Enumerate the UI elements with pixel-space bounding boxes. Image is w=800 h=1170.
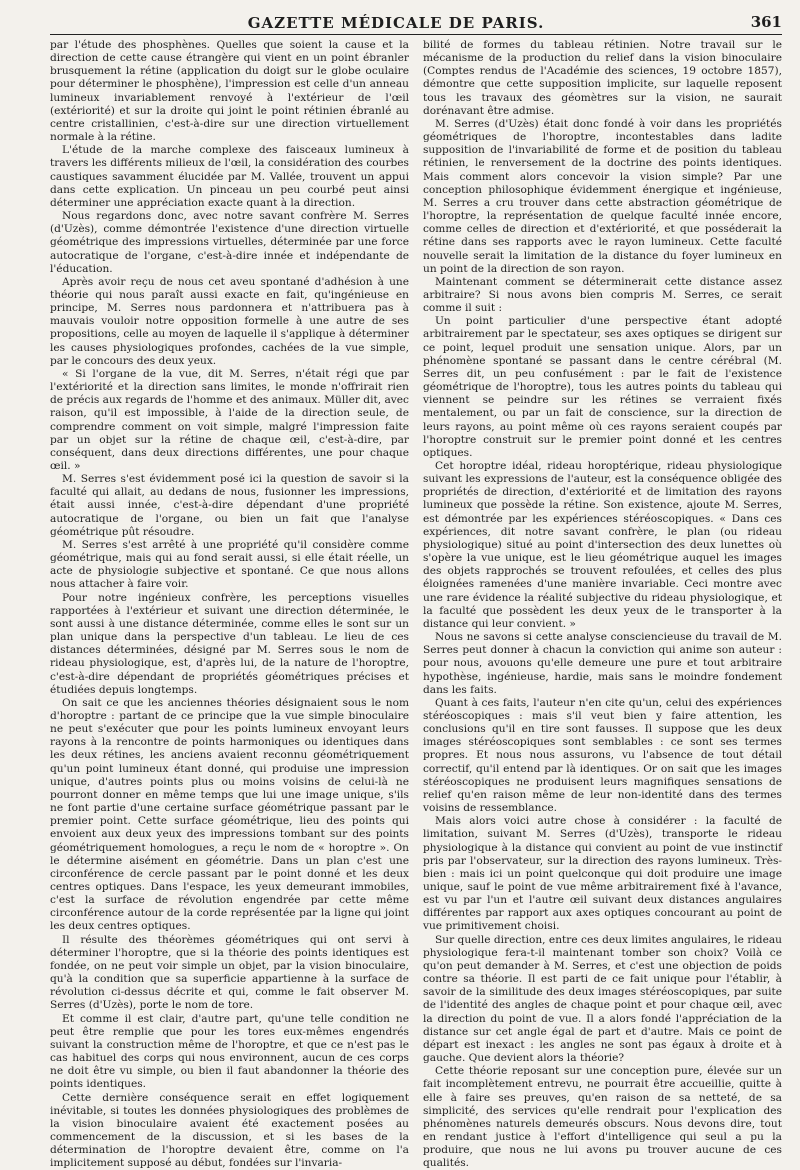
left-paragraph: par l'étude des phosphènes. Quelles que soient la cause et la direction de cette cause étrangère qui vient en un point ébranler brusquement la rétine (application du doigt sur le globe oculaire pour déterminer le phosphène), l'impression est celle d'un anneau lumineux invariablement renvoyé à l'extérieur de l'œil (extériorité) et sur la droite qui joint le point rétinien ébranlé au centre cristallinien, c'est-à-dire sur une direction virtuellement normale à la rétine. xyxy=(50,39,409,144)
page-number: 361 xyxy=(751,13,782,31)
right-paragraph: Quant à ces faits, l'auteur n'en cite qu'un, celui des expériences stéréoscopiques : mais s'il veut bien y faire attention, les conclusions qu'il en tire sont fausses. Il suppose que les deux images stéréoscopiques sont semblables : ce sont ses termes propres. Et nous nous assurons, vu l'absence de tout détail correctif, qu'il entend par là identiques. Or on sait que les images stéréoscopiques ne produisent leurs magnifiques sensations de relief qu'en raison même de leur non-identité dans des termes voisins de ressemblance. xyxy=(423,697,782,815)
left-paragraph: L'étude de la marche complexe des faisceaux lumineux à travers les différents milieux de l'œil, la considération des courbes caustiques savamment élucidée par M. Vallée, trouvent un appui dans cette explication. Un pinceau un peu courbé peut ainsi déterminer une appréciation exacte quant à la direction. xyxy=(50,144,409,210)
right-paragraph: Un point particulier d'une perspective étant adopté arbitrairement par le spectateur, ses axes optiques se dirigent sur ce point, lequel produit une sensation unique. Alors, par un phénomène spontané se passant dans le centre cérébral (M. Serres dit, un peu confusément : par le fait de l'existence géométrique de l'horoptre), tous les autres points du tableau qui viennent se peindre sur les rétines se verraient fixés mentalement, ou par un fait de conscience, sur la direction de leurs rayons, au point même où ces rayons seraient coupés par l'horoptre construit sur le premier point donné et les centres optiques. xyxy=(423,315,782,460)
right-paragraph: Cette théorie reposant sur une conception pure, élevée sur un fait incomplètement entrevu, ne pourrait être accueillie, quitte à elle à faire ses preuves, qu'en raison de sa netteté, de sa simplicité, des services qu'elle rendrait pour l'explication des phénomènes naturels demeurés obscurs. Nous devons dire, tout en rendant justice à l'effort d'intelligence qui seul a pu la produire, que nous ne lui avons pu trouver aucune de ces qualités. xyxy=(423,1065,782,1170)
text-columns xyxy=(50,39,782,1049)
right-paragraph: bilité de formes du tableau rétinien. Notre travail sur le mécanisme de la production du relief dans la vision binoculaire (Comptes rendus de l'Académie des sciences, 19 octobre 1857), démontre que cette supposition implicite, sur laquelle reposent tous les travaux des géomètres sur la vision, ne saurait dorénavant être admise. xyxy=(423,39,782,118)
left-paragraph: M. Serres s'est évidemment posé ici la question de savoir si la faculté qui allait, au dedans de nous, fusionner les impressions, était aussi innée, c'est-à-dire dépendant d'une propriété autocratique de l'organe, ou bien un fait que l'analyse géométrique pût résoudre. xyxy=(50,473,409,539)
right-paragraph: M. Serres (d'Uzès) était donc fondé à voir dans les propriétés géométriques de l'horoptre, incontestables dans ladite supposition de l'invariabilité de forme et de position du tableau rétinien, le renversement de la doctrine des points identiques. Mais comment alors concevoir la vision simple? Par une conception philosophique évidemment énergique et ingénieuse, M. Serres a cru trouver dans cette abstraction géométrique de l'horoptre, la représentation de quelque faculté innée encore, comme celles de direction et d'extériorité, et que posséderait la rétine dans ses rapports avec le rayon lumineux. Cette faculté nouvelle serait la limitation de la distance du foyer lumineux en un point de la direction de son rayon. xyxy=(423,118,782,276)
left-paragraph: Pour notre ingénieux confrère, les perceptions visuelles rapportées à l'extérieur et suivant une direction déterminée, le sont aussi à une distance déterminée, comme elles le sont sur un plan unique dans la perspective d'un tableau. Le lieu de ces distances déterminées, désigné par M. Serres sous le nom de rideau physiologique, est, d'après lui, de la nature de l'horoptre, c'est-à-dire dépendant de propriétés géométriques précises et étudiées depuis longtemps. xyxy=(50,592,409,697)
left-paragraph: M. Serres s'est arrêté à une propriété qu'il considère comme géométrique, mais qui au fond serait aussi, si elle était réelle, un acte de physiologie subjective et spontané. Ce que nous allons nous attacher à faire voir. xyxy=(50,539,409,592)
left-paragraph: Nous regardons donc, avec notre savant confrère M. Serres (d'Uzès), comme démontrée l'existence d'une direction virtuelle géométrique des impressions virtuelles, déterminée par une force autocratique de l'organe, c'est-à-dire innée et indépendante de l'éducation. xyxy=(50,210,409,276)
right-paragraph: Mais alors voici autre chose à considérer : la faculté de limitation, suivant M. Serres (d'Uzès), transporte le rideau physiologique à la distance qui convient au point de vue instinctif pris par l'observateur, sur la direction des rayons lumineux. Très-bien : mais ici un point quelconque qui doit produire une image unique, sauf le point de vue même arbitrairement fixé à l'avance, est vu par l'un et l'autre œil suivant deux distances angulaires différentes par rapport aux axes optiques concourant au point de vue primitivement choisi. xyxy=(423,815,782,933)
right-column xyxy=(423,39,782,1049)
right-paragraph: Cet horoptre idéal, rideau horoptérique, rideau physiologique suivant les expressions de l'auteur, est la conséquence obligée des propriétés de direction, d'extériorité et de limitation des rayons lumineux que possède la rétine. Son existence, ajoute M. Serres, est démontrée par les expériences stéréoscopiques. « Dans ces expériences, dit notre savant confrère, le plan (ou rideau physiologique) situé au point d'intersection des deux lunettes où s'opère la vue unique, est le lieu géométrique auquel les images des objets rapprochés se trouvent refoulées, et celles des plus éloignées ramenées d'une manière invariable. Ceci montre avec une rare évidence la réalité subjective du rideau physiologique, et la faculté que possèdent les deux yeux de le transporter à la distance qui leur convient. » xyxy=(423,460,782,631)
left-column xyxy=(50,39,409,1049)
left-paragraph: Il résulte des théorèmes géométriques qui ont servi à déterminer l'horoptre, que si la théorie des points identiques est fondée, on ne peut voir simple un objet, par la vision binoculaire, qu'à la condition que sa superficie appartienne à la surface de révolution ci-dessus décrite et qui, comme le fait observer M. Serres (d'Uzès), porte le nom de tore. xyxy=(50,934,409,1013)
running-header xyxy=(50,12,782,35)
right-paragraph: Maintenant comment se déterminerait cette distance assez arbitraire? Si nous avons bien compris M. Serres, ce serait comme il suit : xyxy=(423,276,782,315)
left-paragraph: On sait ce que les anciennes théories désignaient sous le nom d'horoptre : partant de ce principe que la vue simple binoculaire ne peut s'exécuter que pour les points lumineux envoyant leurs rayons à la rencontre de points harmoniques ou identiques dans les deux rétines, les anciens avaient reconnu géométriquement qu'un point lumineux étant donné, qui produise une impression unique, d'autres points plus ou moins voisins de celui-là ne pourront donner en même temps que lui une image unique, s'ils ne font partie d'une certaine surface géométrique passant par le premier point. Cette surface géométrique, lieu des points qui envoient aux deux yeux des impressions tombant sur des points géométriquement homologues, a reçu le nom de « horoptre ». On le détermine aisément en géométrie. Dans un plan c'est une circonférence de cercle passant par le point donné et les deux centres optiques. Dans l'espace, les yeux demeurant immobiles, c'est la surface de révolution engendrée par cette même circonférence autour de la corde représentée par la ligne qui joint les deux centres optiques. xyxy=(50,697,409,934)
left-paragraph: Cette dernière conséquence serait en effet logiquement inévitable, si toutes les données physiologiques des problèmes de la vision binoculaire avaient été exactement posées au commencement de la discussion, et si les bases de la détermination de l'horoptre devaient être, comme on l'a implicitement supposé au début, fondées sur l'invaria- xyxy=(50,1092,409,1170)
left-paragraph: Et comme il est clair, d'autre part, qu'une telle condition ne peut être remplie que pour les tores eux-mêmes engendrés suivant la construction même de l'horoptre, et que ce n'est pas le cas habituel des corps qui nous environnent, aucun de ces corps ne doit être vu simple, ou bien il faut abandonner la théorie des points identiques. xyxy=(50,1013,409,1092)
journal-title: GAZETTE MÉDICALE DE PARIS. xyxy=(50,14,742,32)
left-paragraph: « Si l'organe de la vue, dit M. Serres, n'était régi que par l'extériorité et la direction sans limites, le monde n'offrirait rien de précis aux regards de l'homme et des animaux. Müller dit, avec raison, qu'il est impossible, à l'aide de la direction seule, de comprendre comment on voit simple, malgré l'impression faite par un objet sur la rétine de chaque œil, c'est-à-dire, par conséquent, dans deux directions différentes, une pour chaque œil. » xyxy=(50,368,409,473)
right-paragraph: Sur quelle direction, entre ces deux limites angulaires, le rideau physiologique fera-t-il maintenant tomber son choix? Voilà ce qu'on peut demander à M. Serres, et c'est une objection de poids contre sa théorie. Il est parti de ce fait unique pour l'établir, à savoir de la similitude des deux images stéréoscopiques, par suite de l'identité des angles de chaque point et pour chaque œil, avec la direction du point de vue. Il a alors fondé l'appréciation de la distance sur cet angle égal de part et d'autre. Mais ce point de départ est inexact : les angles ne sont pas égaux à droite et à gauche. Que devient alors la théorie? xyxy=(423,934,782,1066)
left-paragraph: Après avoir reçu de nous cet aveu spontané d'adhésion à une théorie qui nous paraît aussi exacte en fait, qu'ingénieuse en principe, M. Serres nous pardonnera et n'attribuera pas à mauvais vouloir notre opposition formelle à une autre de ses propositions, celle au moyen de laquelle il s'applique à déterminer les causes physiologiques profondes, cachées de la vue simple, par le concours des deux yeux. xyxy=(50,276,409,368)
right-paragraph: Nous ne savons si cette analyse consciencieuse du travail de M. Serres peut donner à chacun la conviction qui anime son auteur : pour nous, avouons qu'elle demeure une pure et tout arbitraire hypothèse, ingénieuse, hardie, mais sans le moindre fondement dans les faits. xyxy=(423,631,782,697)
